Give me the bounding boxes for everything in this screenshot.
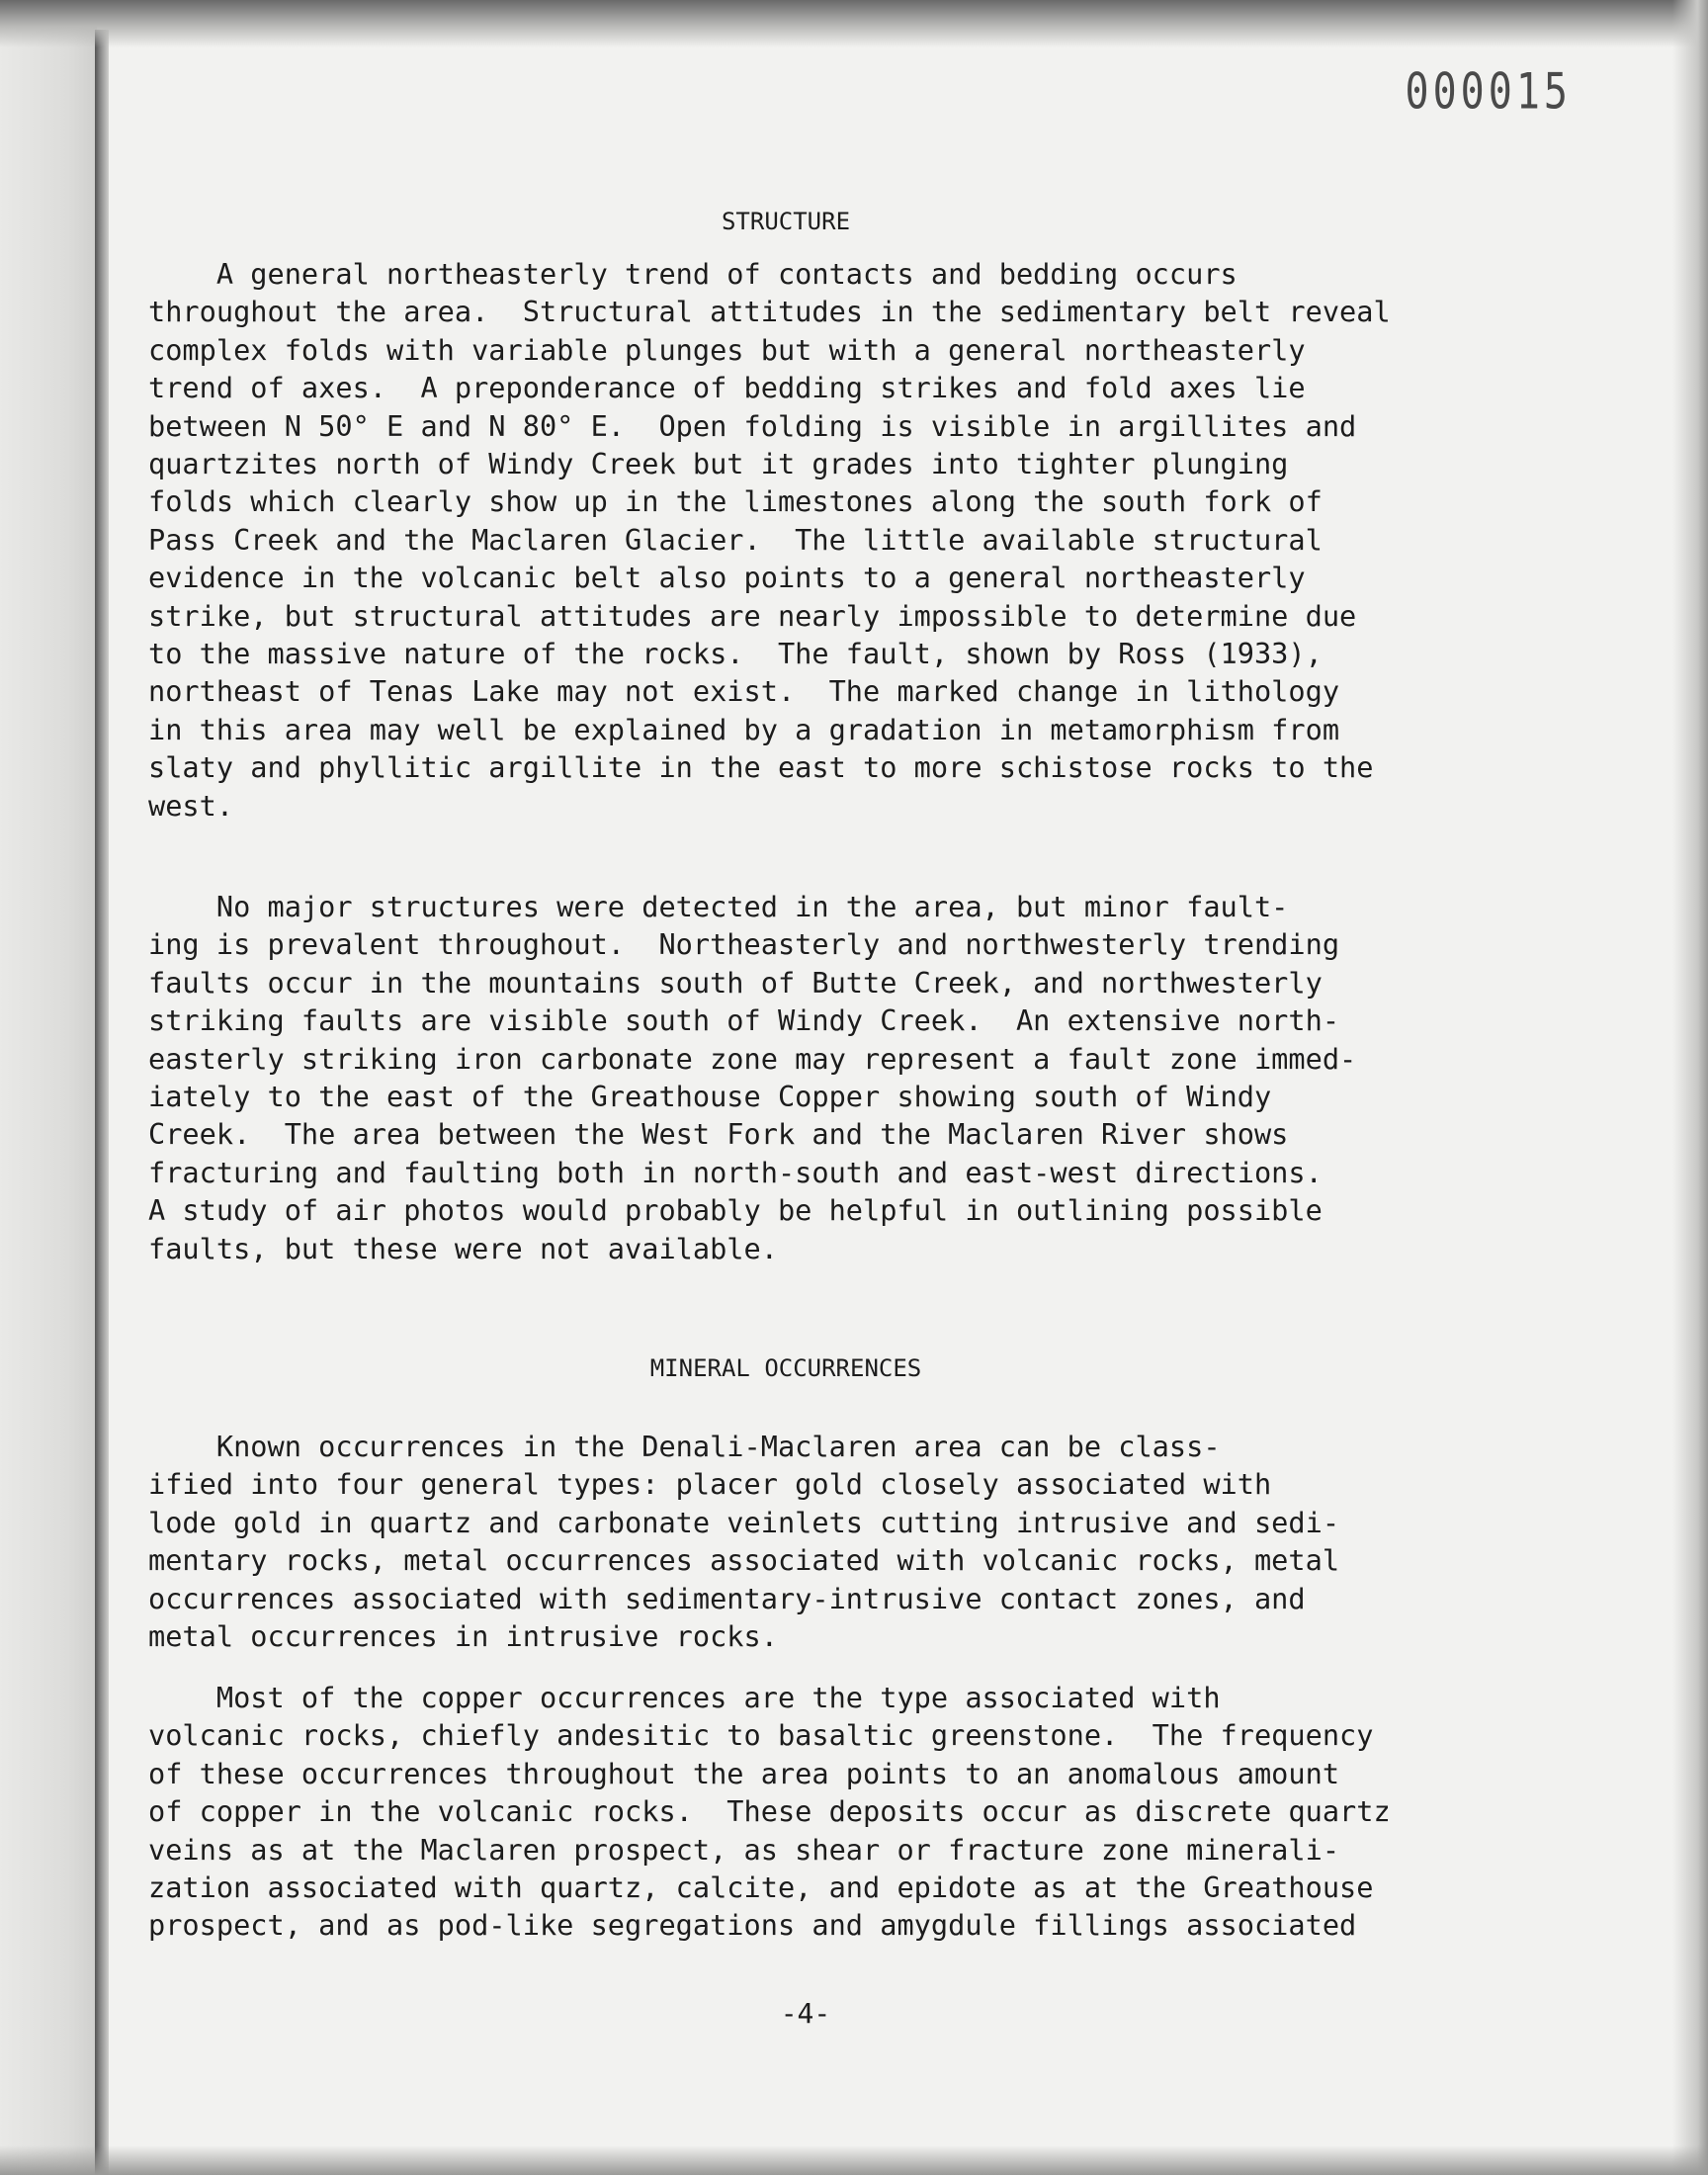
bottom-edge-shadow: [0, 2145, 1708, 2175]
text-line: Creek. The area between the West Fork and the Maclaren River shows: [148, 1117, 1289, 1152]
text-line: between N 50° E and N 80° E. Open folding is visible in argillites and: [148, 408, 1357, 443]
text-line: A general northeasterly trend of contacts and bedding occurs: [148, 257, 1238, 291]
stamp-number: 000015: [1405, 63, 1572, 121]
text-line: zation associated with quartz, calcite, and epidote as at the Greathouse: [148, 1870, 1374, 1905]
right-edge-shadow: [1672, 0, 1708, 2175]
binding-edge: [95, 30, 109, 2175]
text-line: folds which clearly show up in the limestones along the south fork of: [148, 484, 1323, 519]
text-line: A study of air photos would probably be helpful in outlining possible: [148, 1193, 1323, 1228]
text-line: lode gold in quartz and carbonate veinlets cutting intrusive and sedi-: [148, 1505, 1340, 1539]
mineral-occurrences-heading: MINERAL OCCURRENCES: [649, 1354, 922, 1382]
structure-heading: STRUCTURE: [721, 208, 851, 235]
text-line: fracturing and faulting both in north-south and east-west directions.: [148, 1155, 1323, 1189]
text-line: throughout the area. Structural attitudes in the sedimentary belt reveal: [148, 295, 1391, 329]
text-line: to the massive nature of the rocks. The fault, shown by Ross (1933),: [148, 637, 1323, 671]
text-line: west.: [148, 788, 234, 823]
page-number-footer: -4-: [780, 1997, 831, 2030]
text-line: faults, but these were not available.: [148, 1231, 778, 1265]
text-line: complex folds with variable plunges but with a general northeasterly: [148, 332, 1306, 367]
text-line: Known occurrences in the Denali-Maclaren area can be class-: [148, 1430, 1221, 1463]
text-line: veins as at the Maclaren prospect, as shear or fracture zone minerali-: [148, 1832, 1340, 1867]
text-line: No major structures were detected in the area, but minor fault-: [148, 890, 1289, 923]
text-line: in this area may well be explained by a gradation in metamorphism from: [148, 712, 1340, 746]
structure-paragraph-1: [148, 255, 1621, 825]
structure-paragraph-2: [148, 888, 1621, 1267]
text-line: mentary rocks, metal occurrences associated with volcanic rocks, metal: [148, 1543, 1340, 1578]
text-line: strike, but structural attitudes are nearly impossible to determine due: [148, 598, 1357, 633]
text-line: faults occur in the mountains south of Butte Creek, and northwesterly: [148, 965, 1323, 1000]
text-line: iately to the east of the Greathouse Copper showing south of Windy: [148, 1080, 1272, 1114]
mineral-paragraph-2: [148, 1679, 1621, 1945]
text-line: slaty and phyllitic argillite in the east to more schistose rocks to the: [148, 750, 1374, 785]
text-line: Pass Creek and the Maclaren Glacier. The little available structural: [148, 522, 1323, 557]
text-line: Most of the copper occurrences are the type associated with: [148, 1681, 1221, 1714]
text-line: northeast of Tenas Lake may not exist. The marked change in lithology: [148, 674, 1340, 709]
text-line: occurrences associated with sedimentary-intrusive contact zones, and: [148, 1581, 1306, 1615]
document-page: [138, 59, 1631, 2135]
text-line: ified into four general types: placer gold closely associated with: [148, 1467, 1272, 1502]
text-line: volcanic rocks, chiefly andesitic to basaltic greenstone. The frequency: [148, 1718, 1374, 1753]
top-edge-shadow: [0, 0, 1708, 47]
text-line: striking faults are visible south of Windy Creek. An extensive north-: [148, 1003, 1340, 1038]
text-line: of copper in the volcanic rocks. These deposits occur as discrete quartz: [148, 1794, 1391, 1829]
text-line: quartzites north of Windy Creek but it grades into tighter plunging: [148, 447, 1289, 481]
mineral-paragraph-1: [148, 1428, 1621, 1655]
left-margin-strip: [0, 0, 97, 2175]
text-line: trend of axes. A preponderance of bedding strikes and fold axes lie: [148, 371, 1306, 405]
text-line: ing is prevalent throughout. Northeasterly and northwesterly trending: [148, 927, 1340, 962]
text-line: prospect, and as pod-like segregations and amygdule fillings associated: [148, 1908, 1357, 1943]
text-line: evidence in the volcanic belt also points to a general northeasterly: [148, 561, 1306, 595]
text-line: easterly striking iron carbonate zone may represent a fault zone immed-: [148, 1041, 1357, 1076]
text-line: of these occurrences throughout the area points to an anomalous amount: [148, 1756, 1340, 1790]
text-line: metal occurrences in intrusive rocks.: [148, 1619, 778, 1654]
